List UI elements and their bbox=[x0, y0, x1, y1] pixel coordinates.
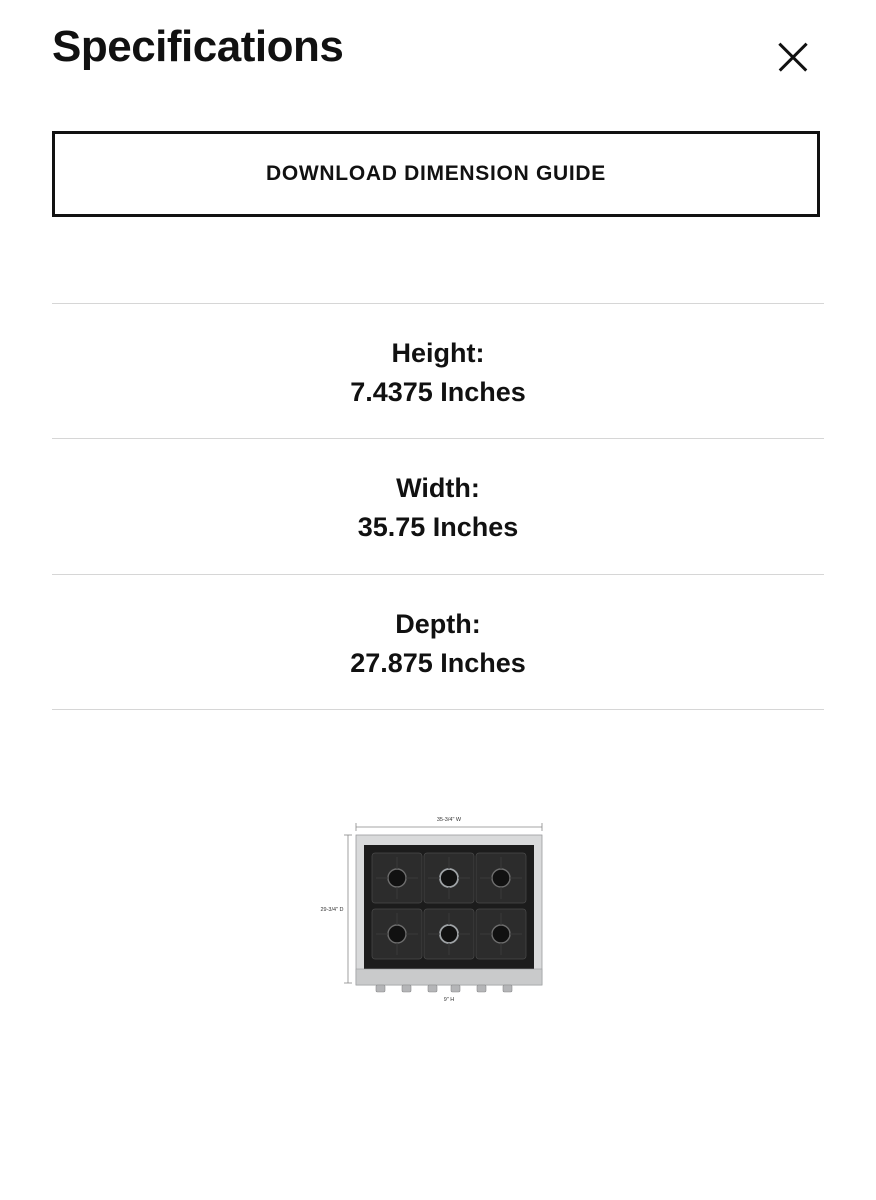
dimension-diagram bbox=[318, 805, 558, 1010]
specs-list bbox=[52, 303, 824, 710]
spec-label: Width: bbox=[396, 473, 480, 504]
spec-row-depth bbox=[52, 575, 824, 709]
spec-value: 35.75 Inches bbox=[357, 512, 519, 543]
page-title: Specifications bbox=[52, 22, 344, 71]
download-dimension-guide-button[interactable]: DOWNLOAD DIMENSION GUIDE bbox=[52, 131, 820, 217]
spec-label: Height: bbox=[391, 338, 485, 368]
spec-label: Depth: bbox=[395, 608, 481, 639]
svg-text:9" H: 9" H bbox=[443, 996, 455, 1003]
divider bbox=[52, 709, 824, 710]
spec-row-width bbox=[52, 439, 824, 573]
dimension-diagram-container bbox=[52, 805, 824, 1010]
svg-text:35-3/4" W: 35-3/4" W bbox=[436, 816, 462, 823]
spec-row-height bbox=[52, 304, 824, 438]
panel-header bbox=[52, 0, 824, 80]
svg-text:29-3/4" D: 29-3/4" D bbox=[320, 906, 344, 913]
close-icon[interactable] bbox=[770, 34, 816, 80]
spec-value: 7.4375 Inches bbox=[350, 377, 526, 408]
cooktop-diagram-icon bbox=[318, 805, 558, 1005]
spec-value: 27.875 Inches bbox=[350, 647, 526, 678]
